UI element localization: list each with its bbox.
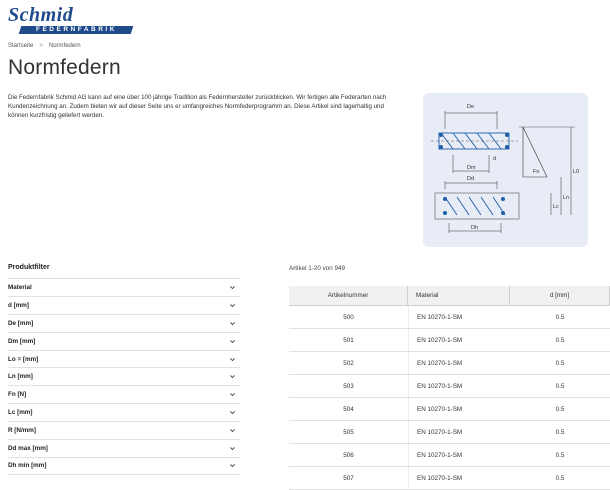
label-ln: Ln — [563, 195, 570, 201]
product-filter — [8, 262, 240, 475]
column-header-artikelnummer[interactable]: Artikelnummer — [289, 286, 408, 305]
cell-artikelnummer: 500 — [343, 313, 354, 321]
cell-d: 0.5 — [555, 359, 565, 367]
cell-artikelnummer: 501 — [343, 336, 354, 344]
filter-label: d [mm] — [8, 301, 29, 309]
chevron-down-icon — [229, 445, 236, 452]
chevron-down-icon — [229, 320, 236, 327]
breadcrumb-current: Normfedern — [48, 43, 81, 49]
column-header-material[interactable]: Material — [408, 286, 510, 305]
label-dd: Dd — [467, 176, 475, 182]
filter-r[interactable] — [8, 421, 240, 439]
logo-banner — [19, 26, 134, 34]
table-row[interactable] — [289, 444, 610, 467]
cell-d: 0.5 — [555, 428, 565, 436]
intro-text: Die Federnfabrik Schmid AG kann auf eine über 100 jährige Tradition als Federnhersteller zurückblicken. Wir fertigen alle Federarten nach Kundenzeichnung an. Zudem bieten wir auf dieser Seite uns er umfangreiches Normfederprogramm an. Diese Artikel sind lagerhaltig und können kurzfristig geliefert werden. — [8, 94, 387, 120]
cell-material: EN 10270-1-SM — [408, 467, 510, 489]
cell-artikelnummer: 503 — [343, 382, 354, 390]
filter-label: Material — [8, 283, 32, 291]
filter-dm[interactable] — [8, 332, 240, 350]
cell-material: EN 10270-1-SM — [408, 329, 510, 351]
chevron-down-icon — [229, 338, 236, 345]
chevron-down-icon — [229, 373, 236, 380]
filter-lo[interactable] — [8, 350, 240, 368]
filter-d[interactable] — [8, 296, 240, 314]
cell-d: 0.5 — [555, 336, 565, 344]
spring-diagram-svg — [423, 93, 588, 247]
cell-material: EN 10270-1-SM — [408, 398, 510, 420]
cell-d: 0.5 — [555, 405, 565, 413]
cell-artikelnummer: 502 — [343, 359, 354, 367]
cell-artikelnummer: 507 — [343, 474, 354, 482]
filter-label: R [N/mm] — [8, 427, 36, 435]
cell-material: EN 10270-1-SM — [408, 375, 510, 397]
filter-label: Fn [N] — [8, 391, 27, 399]
filter-label: Dh min [mm] — [8, 462, 47, 470]
label-de: De — [467, 104, 475, 110]
logo-wordmark: Schmid — [8, 4, 74, 26]
filter-lc[interactable] — [8, 403, 240, 421]
filter-label: Lc [mm] — [8, 409, 33, 417]
table-row[interactable] — [289, 375, 610, 398]
cell-d: 0.5 — [555, 451, 565, 459]
logo-banner-text: FEDERNFABRIK — [35, 26, 117, 33]
filter-title: Produktfilter — [8, 264, 50, 271]
table-row[interactable] — [289, 398, 610, 421]
table-header — [289, 286, 610, 306]
cell-artikelnummer: 504 — [343, 405, 354, 413]
cell-d: 0.5 — [555, 382, 565, 390]
spring-diagram — [423, 93, 588, 247]
filter-label: Dm [mm] — [8, 337, 36, 345]
chevron-down-icon — [229, 391, 236, 398]
chevron-down-icon — [229, 356, 236, 363]
label-dh: Dh — [471, 225, 479, 231]
table-row[interactable] — [289, 329, 610, 352]
cell-artikelnummer: 506 — [343, 451, 354, 459]
filter-de[interactable] — [8, 314, 240, 332]
cell-d: 0.5 — [555, 474, 565, 482]
results-count: Artikel 1-20 von 949 — [289, 265, 346, 272]
filter-label: Ln [mm] — [8, 373, 33, 381]
company-logo[interactable] — [6, 4, 132, 36]
chevron-down-icon — [229, 302, 236, 309]
label-lc: Lc — [553, 204, 559, 210]
chevron-down-icon — [229, 427, 236, 434]
filter-dh-min[interactable] — [8, 457, 240, 475]
filter-material[interactable] — [8, 278, 240, 296]
filter-dd-max[interactable] — [8, 439, 240, 457]
table-row[interactable] — [289, 467, 610, 490]
cell-material: EN 10270-1-SM — [408, 444, 510, 466]
cell-material: EN 10270-1-SM — [408, 352, 510, 374]
cell-material: EN 10270-1-SM — [408, 306, 510, 328]
cell-d: 0.5 — [555, 313, 565, 321]
filter-label: De [mm] — [8, 319, 34, 327]
label-fn: Fn — [533, 169, 540, 175]
filter-label: Lo = [mm] — [8, 355, 39, 363]
filter-fn[interactable] — [8, 385, 240, 403]
table-row[interactable] — [289, 352, 610, 375]
breadcrumb-home-link[interactable]: Startseite — [8, 43, 34, 49]
label-d: d — [493, 156, 497, 162]
cell-artikelnummer: 505 — [343, 428, 354, 436]
articles-table — [289, 286, 610, 490]
label-l0: L0 — [573, 169, 580, 175]
cell-material: EN 10270-1-SM — [408, 421, 510, 443]
breadcrumb — [8, 43, 81, 49]
chevron-down-icon — [229, 462, 236, 469]
chevron-down-icon — [229, 284, 236, 291]
column-header-d[interactable]: d [mm] — [510, 286, 610, 305]
filter-label: Dd max [mm] — [8, 444, 48, 452]
filter-ln[interactable] — [8, 367, 240, 385]
table-row[interactable] — [289, 421, 610, 444]
table-row[interactable] — [289, 306, 610, 329]
page-title: Normfedern — [8, 56, 121, 79]
chevron-down-icon — [229, 409, 236, 416]
breadcrumb-separator: > — [39, 43, 43, 49]
label-dm: Dm — [467, 165, 476, 171]
